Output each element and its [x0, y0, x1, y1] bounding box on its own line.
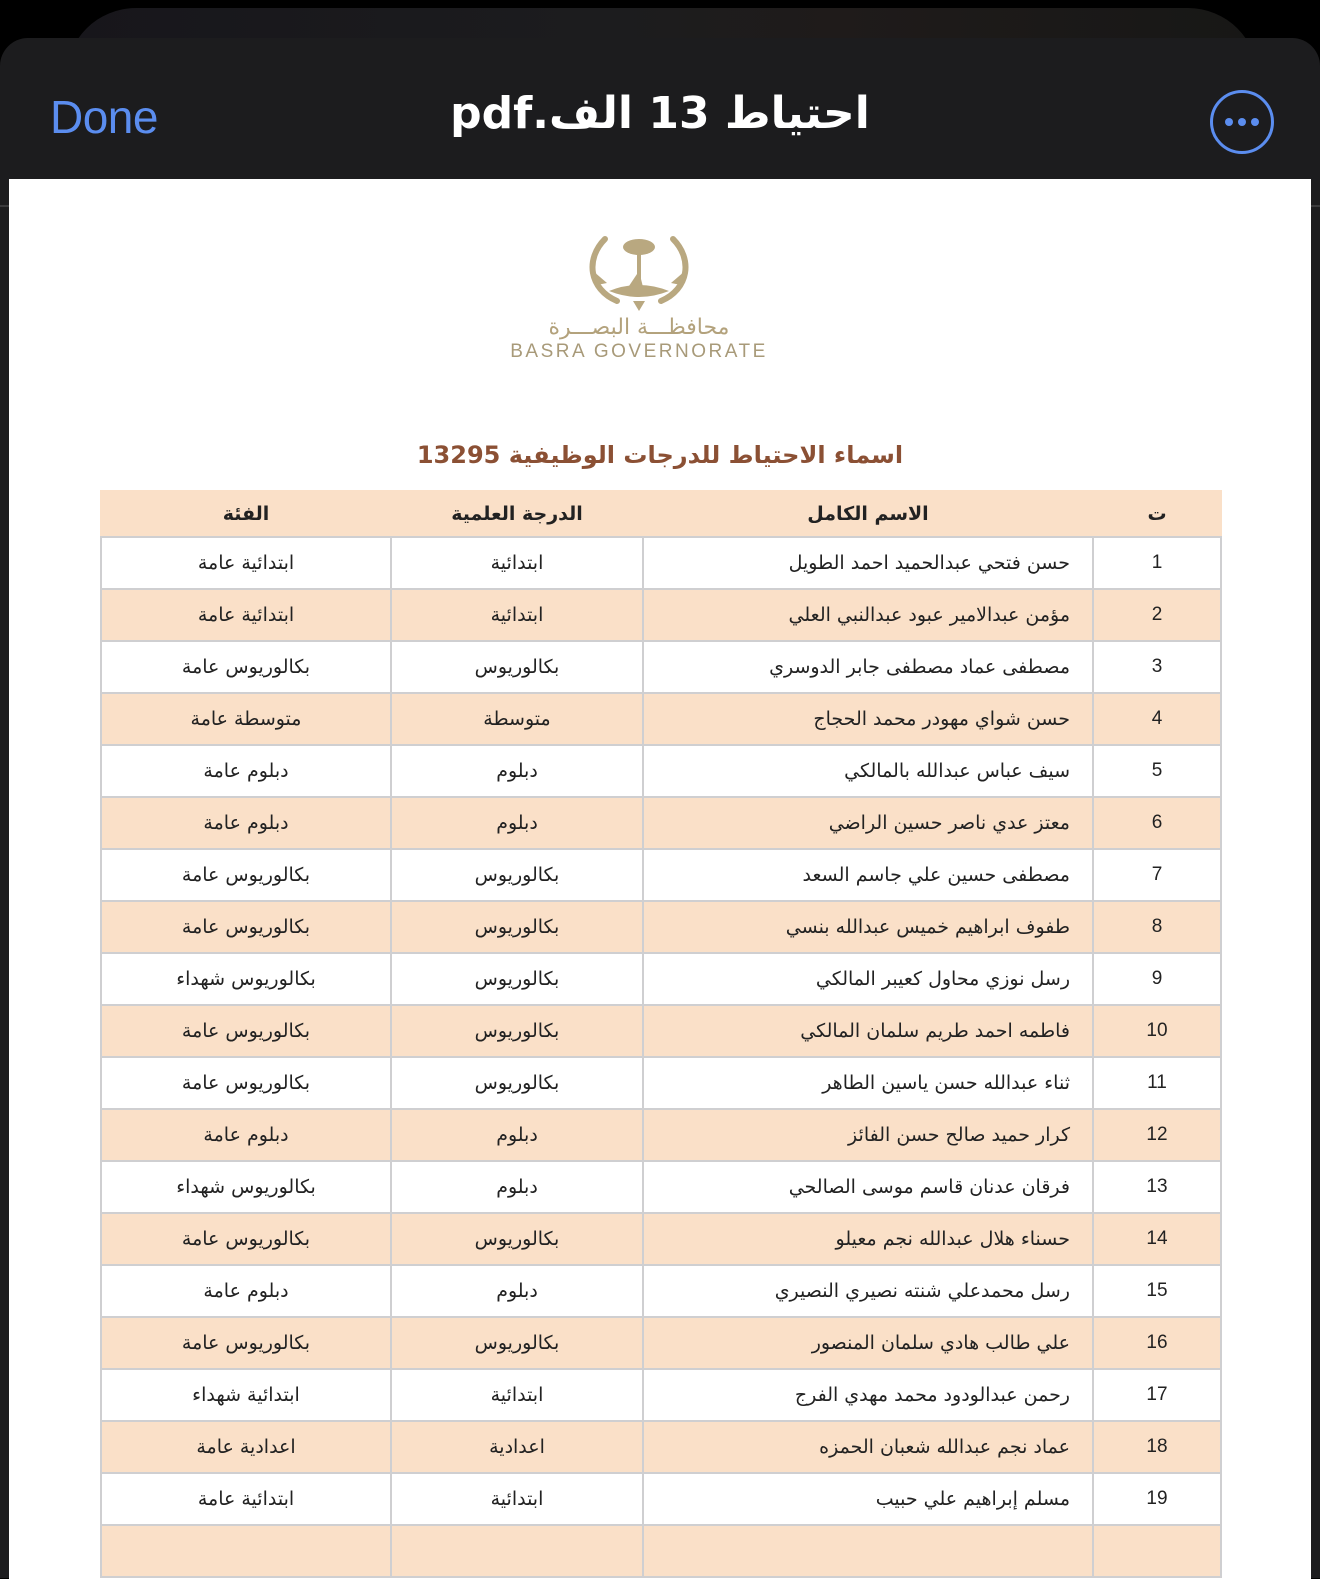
row-full-name: رحمن عبدالودود محمد مهدي الفرج: [643, 1369, 1093, 1421]
row-category: دبلوم عامة: [101, 745, 391, 797]
row-category: [101, 1525, 391, 1577]
row-degree: بكالوريوس: [391, 1317, 643, 1369]
row-number: 19: [1093, 1473, 1221, 1525]
row-number: 6: [1093, 797, 1221, 849]
row-full-name: رسل نوزي محاول كعيبر المالكي: [643, 953, 1093, 1005]
row-number: 9: [1093, 953, 1221, 1005]
row-number: 2: [1093, 589, 1221, 641]
row-degree: متوسطة: [391, 693, 643, 745]
row-degree: دبلوم: [391, 797, 643, 849]
table-row: [101, 1005, 1221, 1057]
row-full-name: مصطفى عماد مصطفى جابر الدوسري: [643, 641, 1093, 693]
row-category: دبلوم عامة: [101, 1265, 391, 1317]
row-category: بكالوريوس عامة: [101, 901, 391, 953]
row-number: 1: [1093, 537, 1221, 589]
row-number: 7: [1093, 849, 1221, 901]
logo-arabic-text: محافظـــة البصـــرة: [548, 315, 730, 340]
row-number: 10: [1093, 1005, 1221, 1057]
row-number: 11: [1093, 1057, 1221, 1109]
row-degree: دبلوم: [391, 1265, 643, 1317]
row-number: [1093, 1525, 1221, 1577]
row-degree: بكالوريوس: [391, 849, 643, 901]
table-row: [101, 537, 1221, 589]
basra-governorate-logo-icon: [583, 231, 695, 315]
row-degree: بكالوريوس: [391, 641, 643, 693]
row-degree: بكالوريوس: [391, 1213, 643, 1265]
row-category: بكالوريوس عامة: [101, 641, 391, 693]
header-number: ت: [1093, 491, 1221, 537]
row-number: 16: [1093, 1317, 1221, 1369]
row-degree: ابتدائية: [391, 537, 643, 589]
row-degree: بكالوريوس: [391, 953, 643, 1005]
table-header-row: [101, 491, 1221, 537]
row-number: 3: [1093, 641, 1221, 693]
table-row: [101, 1161, 1221, 1213]
row-full-name: رسل محمدعلي شنته نصيري النصيري: [643, 1265, 1093, 1317]
ellipsis-dot: [1238, 118, 1246, 126]
table-row: [101, 1473, 1221, 1525]
table-row: [101, 1369, 1221, 1421]
row-category: ابتدائية شهداء: [101, 1369, 391, 1421]
more-options-button[interactable]: [1210, 90, 1274, 154]
row-degree: بكالوريوس: [391, 1005, 643, 1057]
row-full-name: مسلم إبراهيم علي حبيب: [643, 1473, 1093, 1525]
pdf-page[interactable]: [9, 179, 1311, 1579]
row-category: بكالوريوس عامة: [101, 1317, 391, 1369]
table-row: [101, 1057, 1221, 1109]
ellipsis-circle-icon: [1225, 118, 1233, 126]
reserve-names-table: [100, 490, 1222, 1578]
header-full-name: الاسم الكامل: [643, 491, 1093, 537]
header-degree: الدرجة العلمية: [391, 491, 643, 537]
row-full-name: مؤمن عبدالامير عبود عبدالنبي العلي: [643, 589, 1093, 641]
row-degree: ابتدائية: [391, 1473, 643, 1525]
row-full-name: مصطفى حسين علي جاسم السعد: [643, 849, 1093, 901]
row-number: 13: [1093, 1161, 1221, 1213]
row-category: بكالوريوس عامة: [101, 1057, 391, 1109]
row-degree: دبلوم: [391, 1161, 643, 1213]
table-row: [101, 1265, 1221, 1317]
row-full-name: علي طالب هادي سلمان المنصور: [643, 1317, 1093, 1369]
row-degree: [391, 1525, 643, 1577]
row-degree: بكالوريوس: [391, 901, 643, 953]
table-row: [101, 693, 1221, 745]
table-row: [101, 1421, 1221, 1473]
row-full-name: فرقان عدنان قاسم موسى الصالحي: [643, 1161, 1093, 1213]
row-degree: ابتدائية: [391, 1369, 643, 1421]
row-category: ابتدائية عامة: [101, 589, 391, 641]
table-row: [101, 1109, 1221, 1161]
row-full-name: طفوف ابراهيم خميس عبدالله بنسي: [643, 901, 1093, 953]
row-number: 15: [1093, 1265, 1221, 1317]
row-category: بكالوريوس عامة: [101, 849, 391, 901]
table-row: [101, 953, 1221, 1005]
table-row: [101, 1213, 1221, 1265]
row-number: 5: [1093, 745, 1221, 797]
row-degree: اعدادية: [391, 1421, 643, 1473]
row-category: بكالوريوس عامة: [101, 1213, 391, 1265]
row-degree: بكالوريوس: [391, 1057, 643, 1109]
row-category: بكالوريوس شهداء: [101, 953, 391, 1005]
row-category: بكالوريوس عامة: [101, 1005, 391, 1057]
row-full-name: سيف عباس عبدالله بالمالكي: [643, 745, 1093, 797]
row-category: دبلوم عامة: [101, 1109, 391, 1161]
row-category: متوسطة عامة: [101, 693, 391, 745]
row-number: 18: [1093, 1421, 1221, 1473]
row-full-name: حسن شواي مهودر محمد الحجاج: [643, 693, 1093, 745]
row-full-name: حسن فتحي عبدالحميد احمد الطويل: [643, 537, 1093, 589]
header-category: الفئة: [101, 491, 391, 537]
table-row: [101, 901, 1221, 953]
done-button[interactable]: Done: [50, 91, 158, 143]
table-row: [101, 589, 1221, 641]
table-row: [101, 641, 1221, 693]
table-row: [101, 797, 1221, 849]
row-full-name: معتز عدي ناصر حسين الراضي: [643, 797, 1093, 849]
table-row: [101, 1525, 1221, 1577]
row-full-name: ثناء عبدالله حسن ياسين الطاهر: [643, 1057, 1093, 1109]
row-full-name: كرار حميد صالح حسن الفائز: [643, 1109, 1093, 1161]
row-category: بكالوريوس شهداء: [101, 1161, 391, 1213]
row-full-name: حسناء هلال عبدالله نجم معيلو: [643, 1213, 1093, 1265]
row-full-name: فاطمه احمد طريم سلمان المالكي: [643, 1005, 1093, 1057]
row-category: ابتدائية عامة: [101, 537, 391, 589]
table-row: [101, 745, 1221, 797]
row-number: 8: [1093, 901, 1221, 953]
row-degree: ابتدائية: [391, 589, 643, 641]
table-row: [101, 849, 1221, 901]
row-category: ابتدائية عامة: [101, 1473, 391, 1525]
row-number: 17: [1093, 1369, 1221, 1421]
row-full-name: [643, 1525, 1093, 1577]
row-degree: دبلوم: [391, 745, 643, 797]
row-category: دبلوم عامة: [101, 797, 391, 849]
ellipsis-dot: [1251, 118, 1259, 126]
row-degree: دبلوم: [391, 1109, 643, 1161]
row-number: 14: [1093, 1213, 1221, 1265]
document-title: احتياط 13 الف.pdf: [450, 88, 870, 139]
row-number: 12: [1093, 1109, 1221, 1161]
row-full-name: عماد نجم عبدالله شعبان الحمزه: [643, 1421, 1093, 1473]
logo-english-text: BASRA GOVERNORATE: [510, 341, 768, 362]
row-number: 4: [1093, 693, 1221, 745]
table-row: [101, 1317, 1221, 1369]
row-category: اعدادية عامة: [101, 1421, 391, 1473]
document-heading: اسماء الاحتياط للدرجات الوظيفية 13295: [416, 441, 904, 469]
